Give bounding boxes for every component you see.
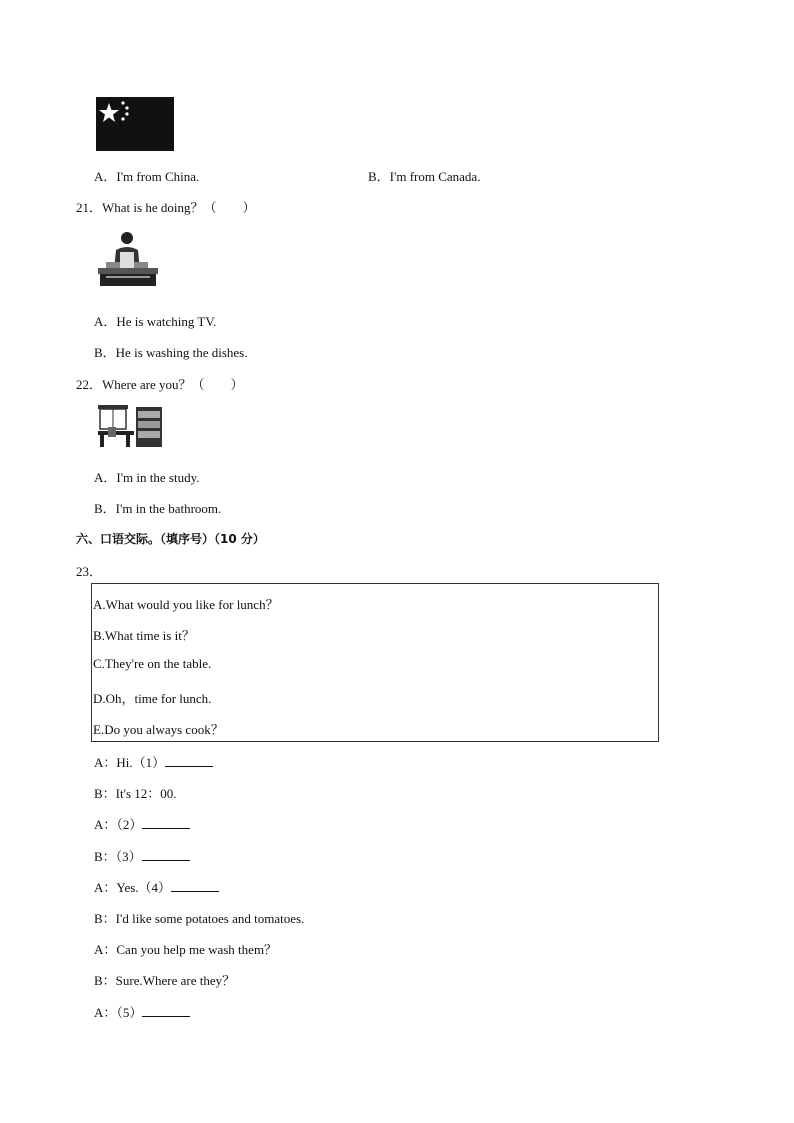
dialog-line-8: B：Sure.Where are they？ [94,973,236,988]
answer-blank-5[interactable] [142,1004,190,1017]
choice-e: E.Do you always cook？ [93,722,224,737]
answer-blank-2[interactable] [142,816,190,829]
dialog-line-1: A：Hi.（1） [94,752,213,771]
answer-blank-3[interactable] [142,848,190,861]
section-six-heading: 六、口语交际。（填序号）（10 分） [76,532,265,546]
dialog-line-7: A：Can you help me wash them？ [94,942,278,957]
choice-d: D.Oh，time for lunch. [93,691,212,706]
q20-option-b: B．I'm from Canada. [368,169,481,184]
china-flag-image [96,97,174,151]
q21-option-a: A．He is watching TV. [94,314,217,329]
choice-c: C.They're on the table. [93,656,212,671]
dialog-line-3: A：（2） [94,814,190,833]
choice-a: A.What would you like for lunch？ [93,597,279,612]
dialog-line-2: B：It's 12：00. [94,786,177,801]
q22-option-a: A．I'm in the study. [94,470,200,485]
study-room-image [96,403,162,447]
q22-question: 22．Where are you？（ ） [76,377,244,392]
choice-b: B.What time is it？ [93,628,195,643]
q21-question: 21．What is he doing？（ ） [76,200,256,215]
man-washing-dishes-image [96,228,160,290]
dialog-line-4: B：（3） [94,846,190,865]
answer-blank-4[interactable] [171,879,219,892]
dialog-line-6: B：I'd like some potatoes and tomatoes. [94,911,305,926]
q21-option-b: B．He is washing the dishes. [94,345,248,360]
q22-option-b: B．I'm in the bathroom. [94,501,222,516]
answer-blank-1[interactable] [165,754,213,767]
dialog-line-5: A：Yes.（4） [94,877,219,896]
q20-option-a: A．I'm from China. [94,169,200,184]
q23-choices-box [91,583,659,742]
q23-number: 23． [76,564,103,579]
dialog-line-9: A：（5） [94,1002,190,1021]
